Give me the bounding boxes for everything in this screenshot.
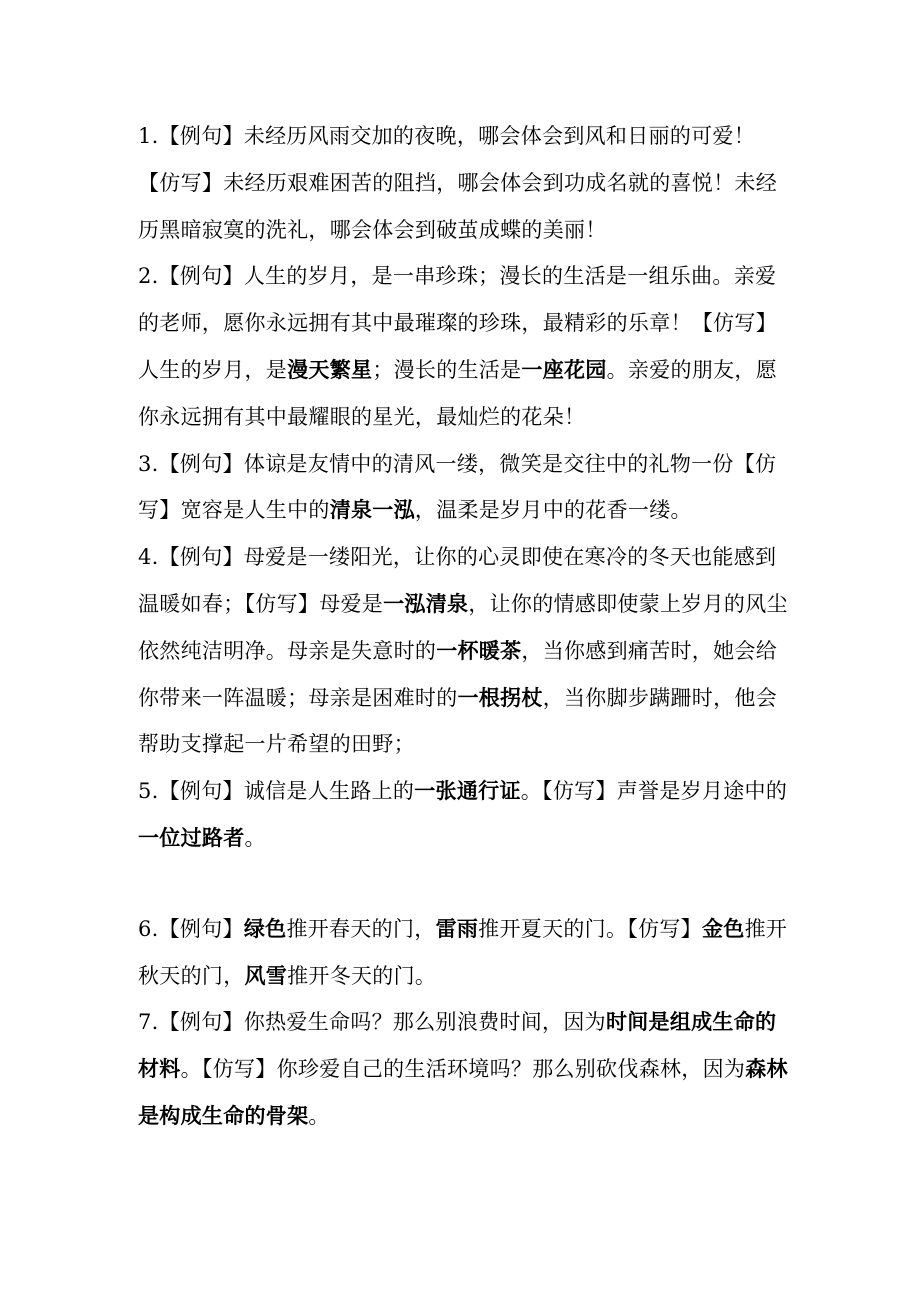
text-segment: 。亲爱的朋友，愿你永远拥有其中最耀眼的星光，最灿烂的花朵！ [138, 357, 778, 429]
document-page [138, 113, 788, 1140]
bold-phrase: 一位过路者 [138, 825, 245, 850]
example-item [138, 534, 788, 768]
bold-phrase: 一杯暖茶 [436, 638, 522, 663]
text-segment: ；漫长的生活是 [372, 357, 522, 382]
example-item [138, 441, 788, 535]
bold-phrase: 一座花园 [521, 357, 607, 382]
text-segment: 推开冬天的门。 [287, 963, 437, 988]
text-segment: 。 [244, 825, 266, 850]
text-segment: 推开春天的门， [286, 916, 436, 941]
text-segment: 4.【例句】母爱是一缕阳光，让你的心灵即使在寒冷的冬天也能感到温暖如春；【仿写】母爱是 [138, 545, 777, 616]
text-segment: 1.【例句】未经历风雨交加的夜晚，哪会体会到风和日丽的可爱！【仿写】未经历艰难困苦的阻挡，哪会体会到功成名就的喜悦！未经历黑暗寂寞的洗礼，哪会体会到破茧成蝶的美丽！ [138, 124, 777, 242]
text-segment: 。【仿写】声誉是岁月途中的 [520, 779, 788, 804]
text-segment: 推开夏天的门。【仿写】 [478, 916, 702, 941]
bold-phrase: 清泉一泓 [329, 498, 415, 523]
bold-phrase: 一张通行证 [414, 779, 521, 804]
text-segment: 7.【例句】你热爱生命吗？那么别浪费时间，因为 [138, 1010, 606, 1035]
example-item [138, 253, 788, 440]
text-segment: 2.【例句】人生的岁月，是一串珍珠；漫长的生活是一组乐曲。亲爱的老师，愿你永远拥有其中最璀璨的珍珠，最精彩的乐章！【仿写】人生的岁月，是 [138, 264, 777, 382]
example-item [138, 906, 788, 1000]
bold-phrase: 漫天繁星 [287, 357, 373, 382]
bold-phrase: 金色 [701, 916, 745, 941]
bold-phrase: 绿色 [243, 916, 287, 941]
text-segment: ，温柔是岁月中的花香一缕。 [414, 498, 692, 523]
text-segment: 5.【例句】诚信是人生路上的 [138, 779, 415, 804]
text-segment: 推开秋天的门， [138, 916, 788, 988]
text-segment: 3.【例句】体谅是友情中的清风一缕，微笑是交往中的礼物一份【仿写】宽容是人生中的 [138, 451, 777, 523]
text-segment: ，当你脚步蹒跚时，他会帮助支撑起一片希望的田野； [138, 685, 778, 757]
text-segment: 6.【例句】 [138, 916, 244, 941]
text-segment: ，当你感到痛苦时，她会给你带来一阵温暖；母亲是困难时的 [138, 638, 778, 710]
bold-phrase: 一泓清泉 [383, 591, 469, 616]
document-body [138, 113, 788, 1140]
text-segment: 。 [308, 1103, 330, 1128]
text-segment: 。【仿写】你珍爱自己的生活环境吗？那么别砍伐森林，因为 [180, 1057, 746, 1082]
bold-phrase: 森林是构成生命的骨架 [138, 1057, 788, 1128]
text-segment: ，让你的情感即使蒙上岁月的风尘依然纯洁明净。母亲是失意时的 [138, 591, 788, 663]
bold-phrase: 一根拐杖 [457, 685, 543, 710]
example-item [138, 113, 788, 253]
bold-phrase: 时间是组成生命的材料 [138, 1010, 777, 1082]
bold-phrase: 风雪 [244, 963, 288, 988]
paragraph-gap [138, 862, 788, 906]
example-item [138, 768, 788, 862]
bold-phrase: 雷雨 [435, 916, 479, 941]
example-item [138, 999, 788, 1139]
